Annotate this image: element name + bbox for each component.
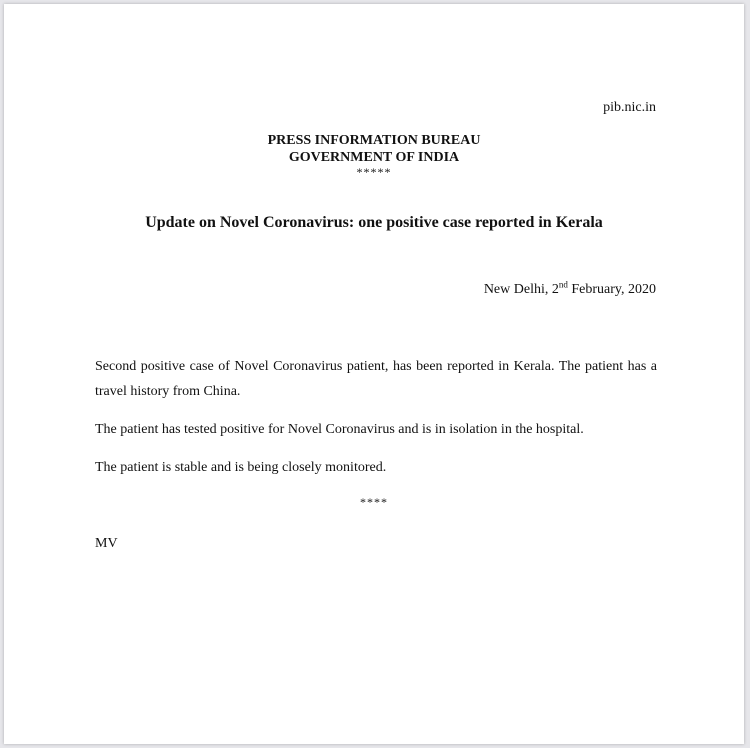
body-paragraph-2: The patient has tested positive for Novel Coronavirus and is in isolation in the hospital. <box>95 422 584 437</box>
body-paragraph-1: Second positive case of Novel Coronavirus patient, has been reported in Kerala. The patient has a travel history from China. <box>95 359 657 399</box>
author-initials: MV <box>95 536 118 551</box>
header-separator: ***** <box>356 165 392 179</box>
dateline-date: February, 2020 <box>567 282 656 297</box>
organization-name: PRESS INFORMATION BUREAU <box>267 133 481 148</box>
dateline <box>483 279 656 298</box>
letterhead <box>4 132 744 178</box>
dateline-ordinal-suffix: nd <box>558 279 568 290</box>
end-separator: **** <box>360 495 388 509</box>
press-release-headline: Update on Novel Coronavirus: one positive case reported in Kerala <box>145 214 603 231</box>
website-url: pib.nic.in <box>603 100 656 115</box>
body-paragraph-3: The patient is stable and is being closely monitored. <box>95 460 387 475</box>
document-page <box>4 4 744 744</box>
government-name: GOVERNMENT OF INDIA <box>288 150 460 165</box>
dateline-place: New Delhi, 2 <box>483 282 559 297</box>
